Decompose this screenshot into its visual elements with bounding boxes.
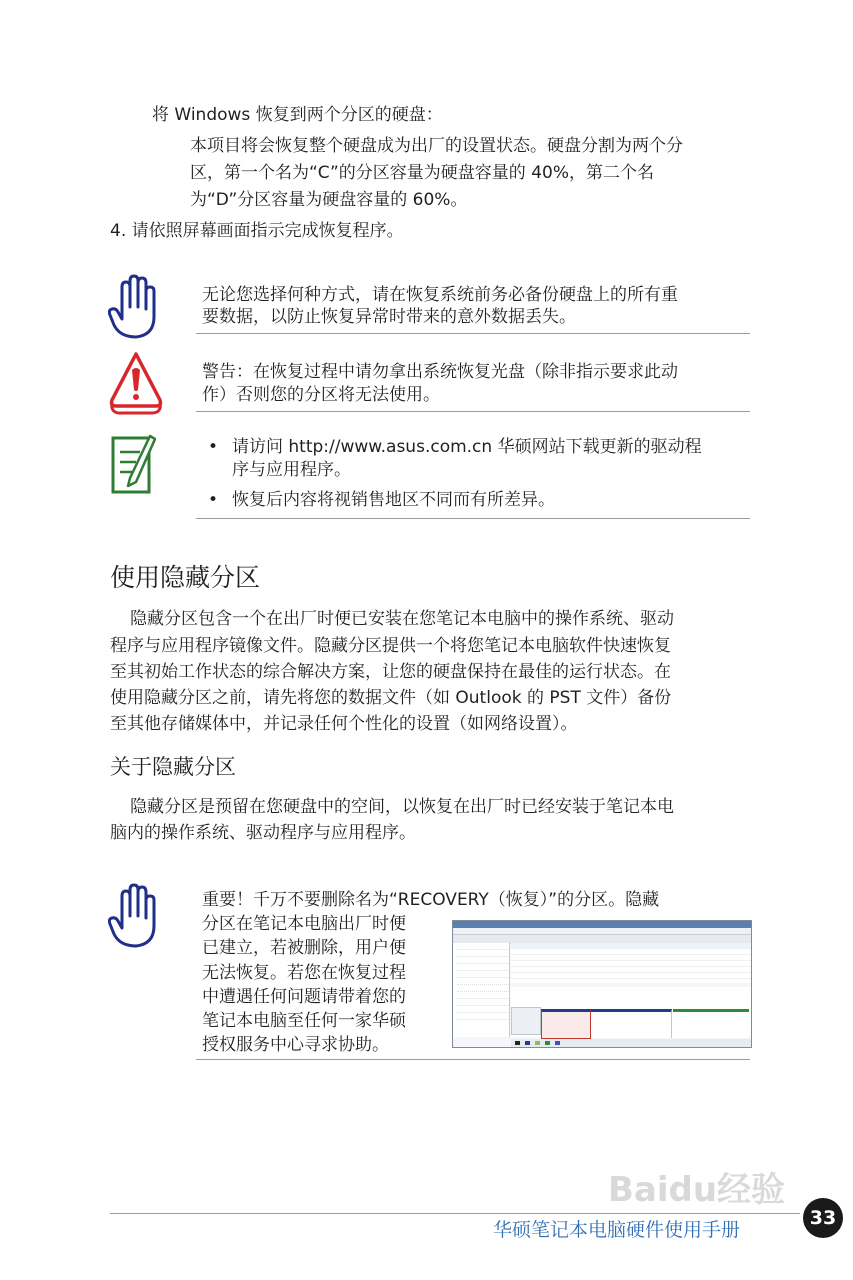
partition-c xyxy=(591,1009,672,1038)
watermark-logo: Baidu经验 xyxy=(608,1170,786,1210)
tip-1-line-1: 请访问 http://www.asus.com.cn 华硕网站下载更新的驱动程 xyxy=(232,437,702,457)
backup-note-line-1: 无论您选择何种方式，请在恢复系统前务必备份硬盘上的所有重 xyxy=(202,285,678,305)
computer-management-screenshot xyxy=(452,920,752,1048)
window-menubar xyxy=(453,928,751,935)
backup-note-line-2: 要数据，以防止恢复异常时带来的意外数据丢失。 xyxy=(202,307,576,327)
tip-1-line-2: 序与应用程序。 xyxy=(232,460,351,480)
disk-legend xyxy=(511,1039,751,1047)
important-line-7: 授权服务中心寻求协助。 xyxy=(202,1035,389,1055)
footer-title: 华硕笔记本电脑硬件使用手册 xyxy=(493,1219,741,1241)
volume-list xyxy=(511,943,751,983)
divider xyxy=(196,518,750,519)
hidden-para-line-5: 至其他存储媒体中，并记录任何个性化的设置（如网络设置）。 xyxy=(110,714,578,734)
restore-desc-line-1: 本项目将会恢复整个硬盘成为出厂的设置状态。硬盘分割为两个分 xyxy=(190,136,683,156)
divider xyxy=(196,1059,750,1060)
divider xyxy=(196,411,750,412)
partition-d xyxy=(673,1009,749,1038)
important-line-6: 笔记本电脑至任何一家华硕 xyxy=(202,1011,406,1031)
important-line-4: 无法恢复。若您在恢复过程 xyxy=(202,963,406,983)
partition-recovery xyxy=(541,1009,591,1039)
hidden-para-line-3: 至其初始工作状态的综合解决方案，让您的硬盘保持在最佳的运行状态。在 xyxy=(110,662,671,682)
section-heading: 使用隐藏分区 xyxy=(110,563,261,592)
console-tree xyxy=(453,943,510,1037)
about-para-line-1: 隐藏分区是预留在您硬盘中的空间，以恢复在出厂时已经安装于笔记本电 xyxy=(130,797,674,817)
step-4: 4. 请依照屏幕画面指示完成恢复程序。 xyxy=(110,221,404,241)
hidden-para-line-1: 隐藏分区包含一个在出厂时便已安装在您笔记本电脑中的操作系统、驱动 xyxy=(130,609,674,629)
restore-desc-line-3: 为“D”分区容量为硬盘容量的 60%。 xyxy=(190,190,468,210)
important-line-2: 分区在笔记本电脑出厂时便 xyxy=(202,914,406,934)
important-line-5: 中遭遇任何问题请带着您的 xyxy=(202,987,406,1007)
warning-note-line-1: 警告：在恢复过程中请勿拿出系统恢复光盘（除非指示要求此动 xyxy=(202,362,678,382)
hidden-para-line-2: 程序与应用程序镜像文件。隐藏分区提供一个将您笔记本电脑软件快速恢复 xyxy=(110,636,671,656)
subsection-heading: 关于隐藏分区 xyxy=(110,755,236,779)
divider xyxy=(196,333,750,334)
important-line-1: 重要！千万不要删除名为“RECOVERY（恢复）”的分区。隐藏 xyxy=(202,890,660,910)
warning-triangle-icon xyxy=(108,350,164,416)
important-line-3: 已建立，若被删除，用户便 xyxy=(202,938,406,958)
page-number: 33 xyxy=(803,1198,843,1238)
bullet: • xyxy=(208,437,219,457)
raised-hand-icon xyxy=(108,882,160,950)
raised-hand-icon xyxy=(108,273,160,341)
bullet: • xyxy=(208,490,219,510)
restore-desc-line-2: 区，第一个名为“C”的分区容量为硬盘容量的 40%，第二个名 xyxy=(190,163,654,183)
warning-note-line-2: 作）否则您的分区将无法使用。 xyxy=(202,385,440,405)
footer-rule xyxy=(110,1213,800,1214)
about-para-line-2: 脑内的操作系统、驱动程序与应用程序。 xyxy=(110,823,416,843)
hidden-para-line-4: 使用隐藏分区之前，请先将您的数据文件（如 Outlook 的 PST 文件）备份 xyxy=(110,688,672,708)
restore-option-title: 将 Windows 恢复到两个分区的硬盘： xyxy=(152,105,443,125)
tip-2-line-1: 恢复后内容将视销售地区不同而有所差异。 xyxy=(232,490,555,510)
note-pencil-icon xyxy=(110,430,156,496)
window-titlebar xyxy=(453,921,751,928)
